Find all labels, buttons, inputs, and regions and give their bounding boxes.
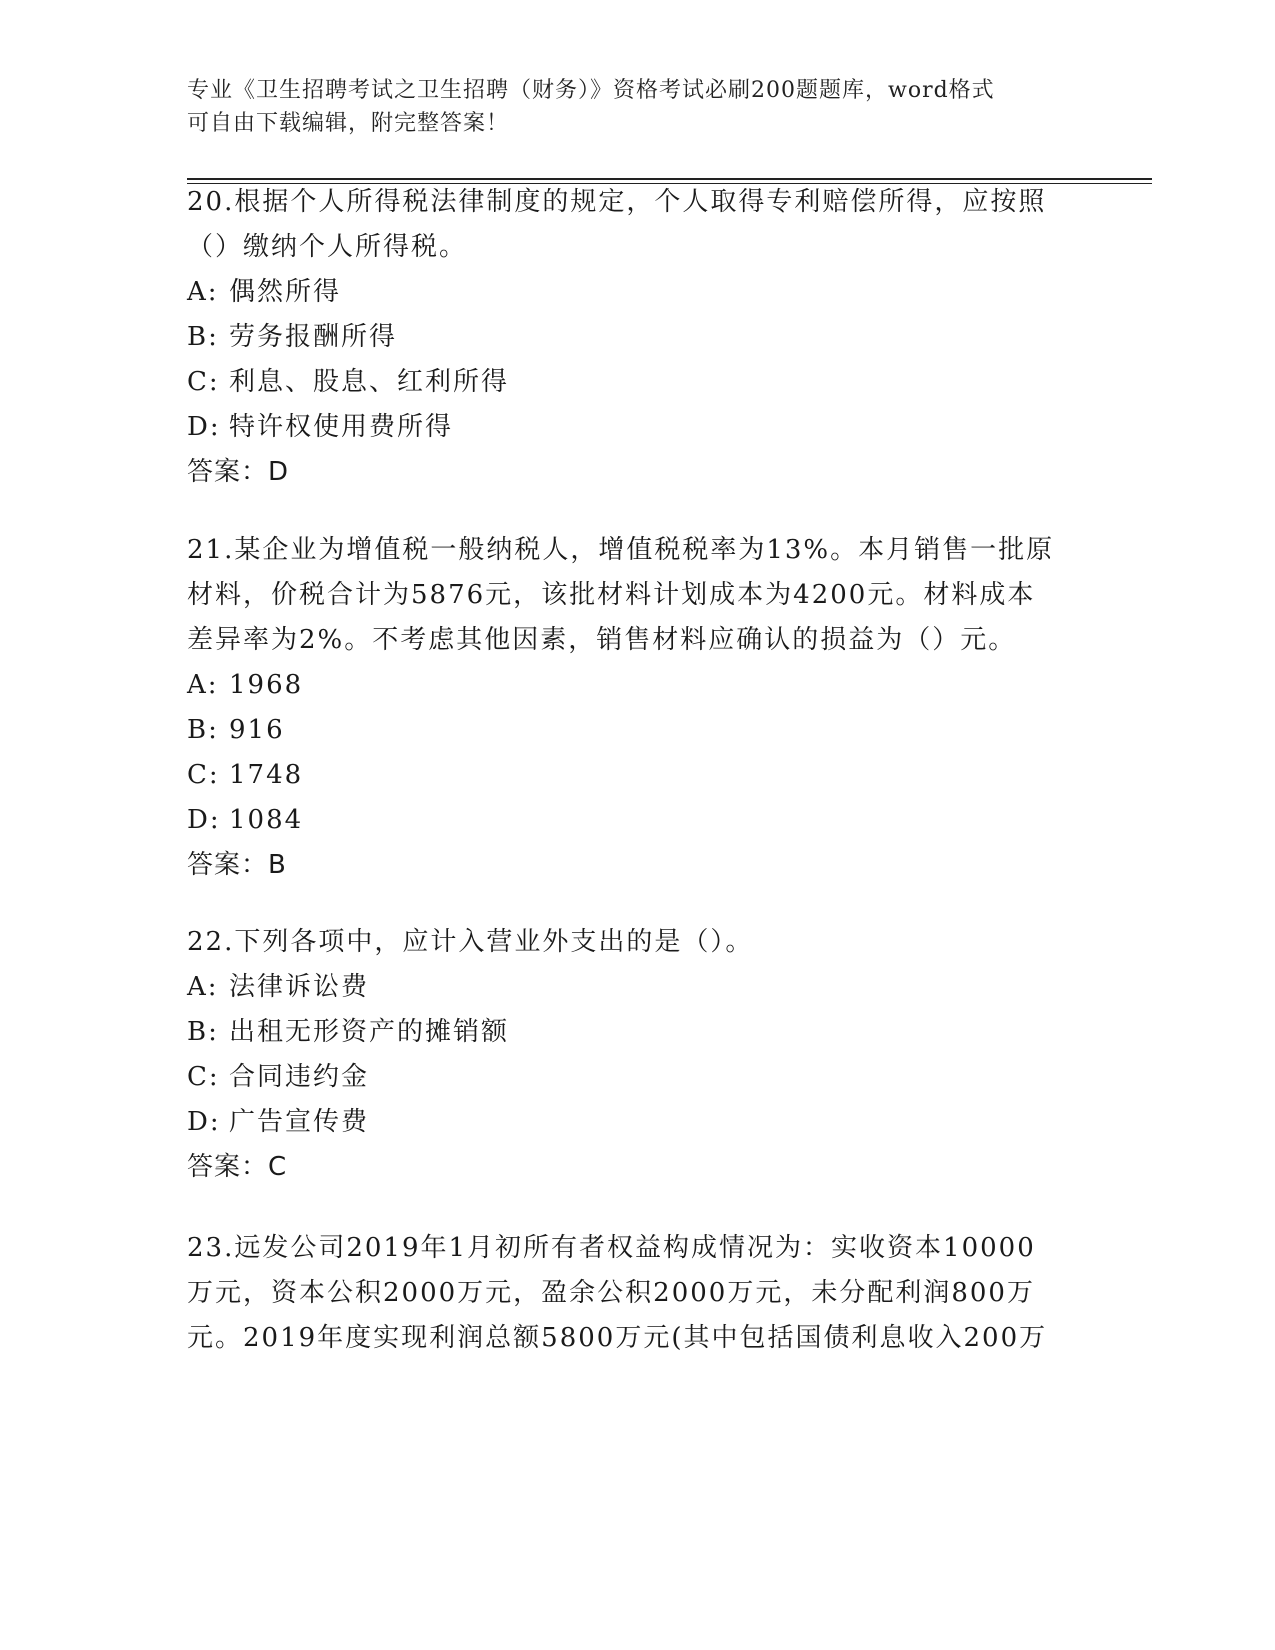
option-d [187,405,1067,450]
option-a [187,965,1067,1010]
option-c [187,360,1067,405]
question-stem-line: 20.根据个人所得税法律制度的规定，个人取得专利赔偿所得，应按照 [187,187,1047,217]
option-a [187,270,1067,315]
option-text: 1084 [229,805,304,835]
question-21 [187,528,1067,888]
option-a [187,663,1067,708]
option-key: C: [187,367,220,397]
option-text: 合同违约金 [229,1062,370,1092]
option-key: C: [187,1062,220,1092]
question-22 [187,920,1067,1190]
option-text: 916 [229,715,285,745]
option-key: D: [187,412,221,442]
option-key: C: [187,760,220,790]
option-key: D: [187,1107,221,1137]
header-line-2: 可自由下载编辑，附完整答案！ [187,111,510,136]
question-stem-line: 23.远发公司2019年1月初所有者权益构成情况为：实收资本10000 [187,1233,1036,1263]
document-header [187,74,1087,140]
question-stem-line: 22.下列各项中，应计入营业外支出的是（）。 [187,927,754,957]
question-stem-line: 21.某企业为增值税一般纳税人，增值税税率为13%。本月销售一批原 [187,535,1055,565]
option-c [187,753,1067,798]
question-stem-line: 材料，价税合计为5876元，该批材料计划成本为4200元。材料成本 [187,580,1036,610]
option-key: B: [187,715,219,745]
option-d [187,1100,1067,1145]
option-c [187,1055,1067,1100]
answer-line: 答案：D [187,457,290,487]
question-stem-line: 差异率为2%。不考虑其他因素，销售材料应确认的损益为（）元。 [187,625,1017,655]
option-b [187,1010,1067,1055]
option-text: 劳务报酬所得 [229,322,398,352]
answer-line: 答案：B [187,850,287,880]
option-text: 法律诉讼费 [229,972,370,1002]
option-key: A: [187,277,219,307]
question-20 [187,180,1067,495]
option-d [187,798,1067,843]
option-b [187,315,1067,360]
option-b [187,708,1067,753]
question-stem-line: 万元，资本公积2000万元，盈余公积2000万元，未分配利润800万 [187,1278,1035,1308]
option-text: 特许权使用费所得 [229,412,454,442]
option-key: A: [187,670,219,700]
question-stem-line: （）缴纳个人所得税。 [187,232,468,262]
option-text: 1748 [229,760,304,790]
option-key: B: [187,1017,219,1047]
header-line-1: 专业《卫生招聘考试之卫生招聘（财务）》资格考试必刷200题题库，word格式 [187,78,995,103]
option-text: 1968 [229,670,304,700]
option-key: D: [187,805,221,835]
question-stem-line: 元。2019年度实现利润总额5800万元(其中包括国债利息收入200万 [187,1323,1048,1353]
option-key: A: [187,972,219,1002]
option-text: 出租无形资产的摊销额 [229,1017,510,1047]
option-key: B: [187,322,219,352]
answer-line: 答案：C [187,1152,288,1182]
option-text: 广告宣传费 [229,1107,370,1137]
question-23 [187,1226,1067,1361]
option-text: 偶然所得 [229,277,342,307]
option-text: 利息、股息、红利所得 [229,367,510,397]
